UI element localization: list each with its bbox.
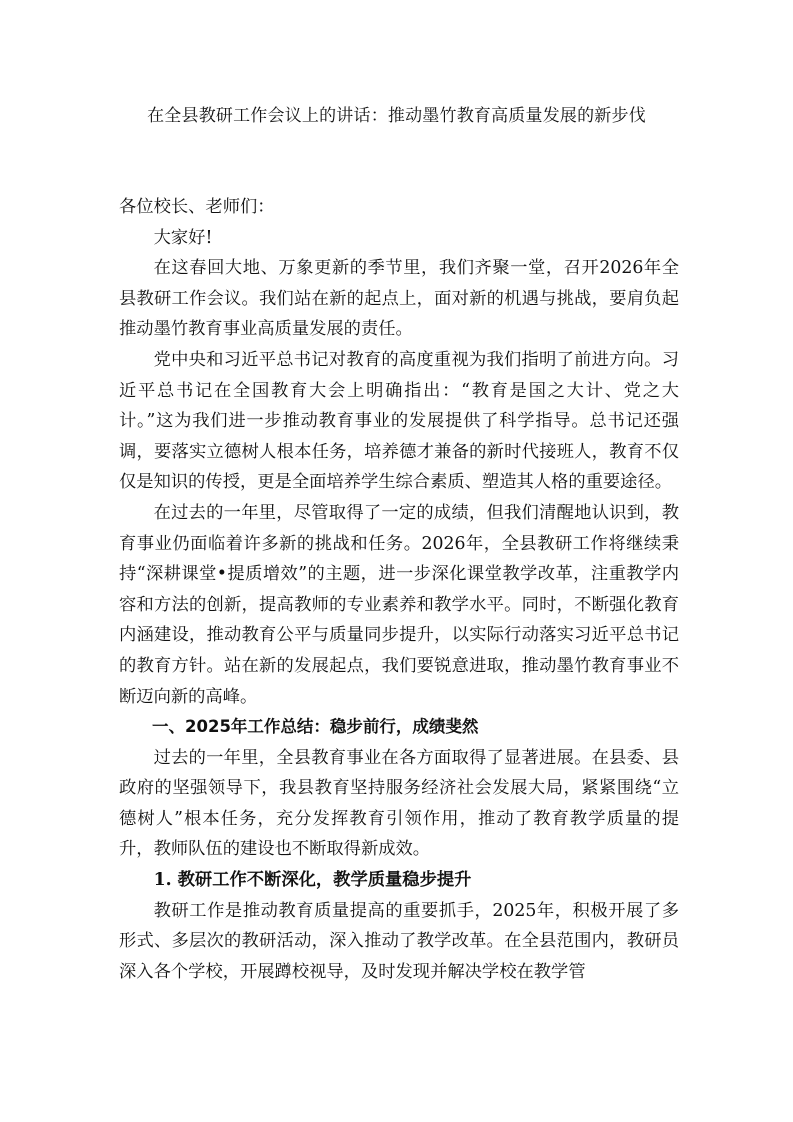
paragraph-summary: 过去的一年里，全县教育事业在各方面取得了显著进展。在县委、县政府的坚强领导下，我县教育坚持服务经济社会发展大局，紧紧围绕“立德树人”根本任务，充分发挥教育引领作用，推动了教育教学质量的提升，教师队伍的建设也不断取得新成效。 (119, 747, 679, 860)
salutation: 各位校长、老师们： (119, 197, 275, 217)
greeting: 大家好! (153, 227, 213, 248)
paragraph-intro: 在这春回大地、万象更新的季节里，我们齐聚一堂，召开2026年全县教研工作会议。我们站在新的起点上，面对新的机遇与挑战，要肩负起推动墨竹教育事业高质量发展的责任。 (119, 258, 679, 340)
subsection-heading: 1. 教研工作不断深化，教学质量稳步提升 (153, 870, 472, 891)
paragraph-central-guidance: 党中央和习近平总书记对教育的高度重视为我们指明了前进方向。习近平总书记在全国教育大会上明确指出：“教育是国之大计、党之大计。”这为我们进一步推动教育事业的发展提供了科学指导。总书记还强调，要落实立德树人根本任务，培养德才兼备的新时代接班人，教育不仅仅是知识的传授，更是全面培养学生综合素质、塑造其人格的重要途径。 (119, 349, 679, 493)
document-title: 在全县教研工作会议上的讲话：推动墨竹教育高质量发展的新步伐 (147, 106, 646, 126)
document-body (119, 192, 679, 987)
paragraph-research-work: 教研工作是推动教育质量提高的重要抓手，2025年，积极开展了多形式、多层次的教研活动，深入推动了教学改革。在全县范围内，教研员深入各个学校，开展蹲校视导，及时发现并解决学校在教学管 (119, 900, 679, 982)
paragraph-challenges: 在过去的一年里，尽管取得了一定的成绩，但我们清醒地认识到，教育事业仍面临着许多新的挑战和任务。2026年，全县教研工作将继续秉持“深耕课堂•提质增效”的主题，进一步深化课堂教学改革，注重教学内容和方法的创新，提高教师的专业素养和教学水平。同时，不断强化教育内涵建设，推动教育公平与质量同步提升，以实际行动落实习近平总书记的教育方针。站在新的发展起点，我们要锐意进取，推动墨竹教育事业不断迈向新的高峰。 (119, 502, 679, 707)
section-heading: 一、2025年工作总结：稳步前行，成绩斐然 (152, 717, 479, 737)
